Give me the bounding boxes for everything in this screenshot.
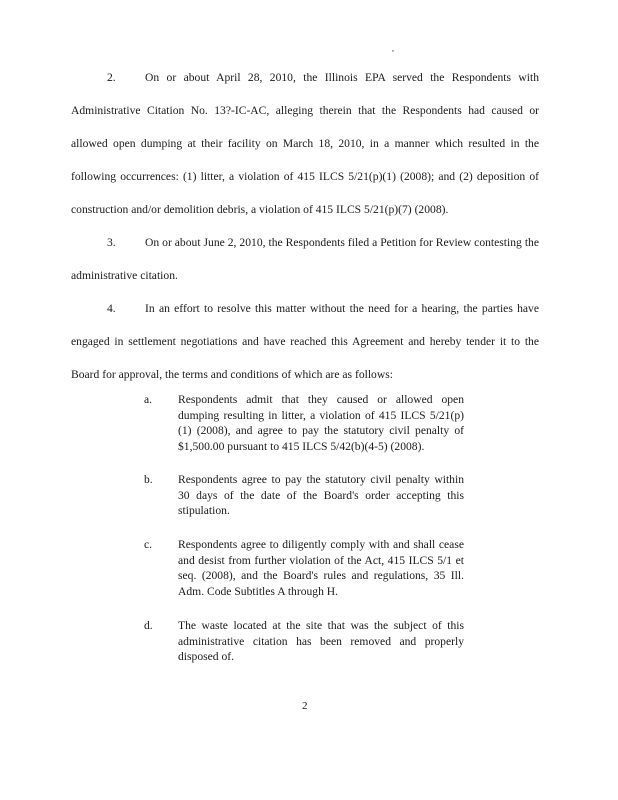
paragraph-3 [71,226,539,292]
paragraph-number: 2. [107,71,116,84]
paragraph-number: 3. [107,236,116,249]
paragraph-text: On or about April 28, 2010, the Illinois EPA served the Respondents with Administrative Citation No. 13?-IC-AC, alleging therein that the Respondents had caused or allowed open dumping at their facility on March 18, 2010, in a manner which resulted in the following occurrences: (1) litter, a violation of 415 ILCS 5/21(p)(1) (2008); and (2) deposition of construction and/or demolition debris, a violation of 415 ILCS 5/21(p)(7) (2008). [71,71,539,216]
stray-mark: , [392,44,394,53]
paragraph-2 [71,61,539,226]
list-item-text: Respondents agree to pay the statutory civil penalty within 30 days of the date of the Board's order accepting this stipulation. [178,473,464,517]
list-item-text: Respondents agree to diligently comply with and shall cease and desist from further violation of the Act, 415 ILCS 5/1 et seq. (2008), and the Board's rules and regulations, 35 Ill. Adm. Code Subtitles A through H. [178,538,464,598]
paragraph-text: On or about June 2, 2010, the Respondents filed a Petition for Review contesting the administrative citation. [71,236,539,282]
list-item-letter: a. [144,393,153,406]
list-item-letter: d. [144,619,153,632]
list-item-letter: b. [144,473,153,486]
list-item-letter: c. [144,538,153,551]
list-item-text: The waste located at the site that was the subject of this administrative citation has been removed and properly disposed of. [178,619,464,663]
list-item-text: Respondents admit that they caused or allowed open dumping resulting in litter, a violation of 415 ILCS 5/21(p)(1) (2008), and agree to pay the statutory civil penalty of $1,500.00 pursuant to 415 ILCS 5/42(b)(4-5) (2008). [178,393,464,453]
paragraph-number: 4. [107,302,116,315]
paragraph-text: In an effort to resolve this matter without the need for a hearing, the parties have engaged in settlement negotiations and have reached this Agreement and hereby tender it to the Board for approval, the terms and conditions of which are as follows: [71,302,539,381]
paragraph-4 [71,292,539,391]
page-number: 2 [302,700,308,712]
